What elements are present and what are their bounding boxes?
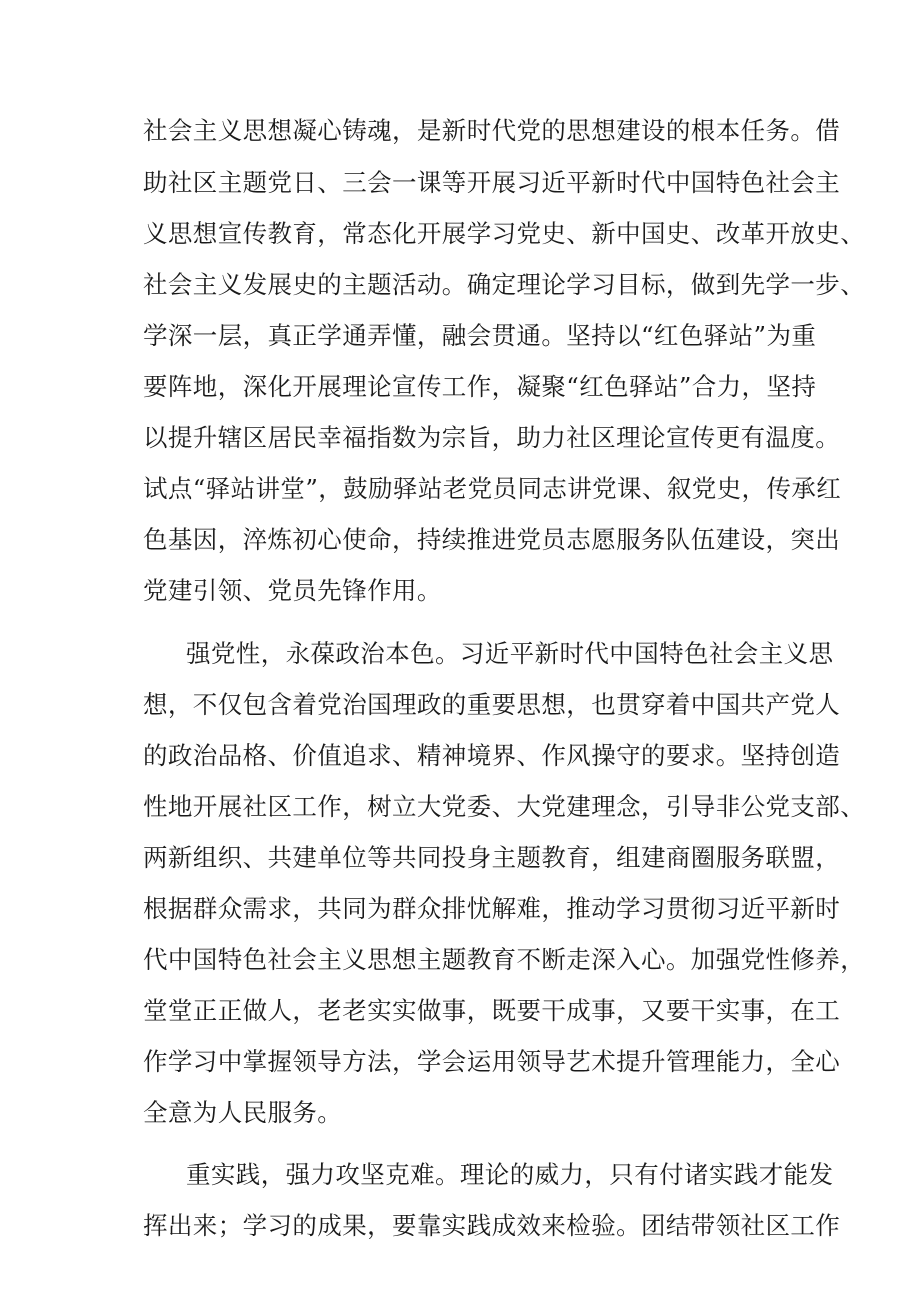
text-line: 作学习中掌握领导方法，学会运用领导艺术提升管理能力，全心 [143,1047,841,1076]
text-line: 社会主义思想凝心铸魂，是新时代党的思想建设的根本任务。借 [143,116,841,145]
paragraph-first-line: 重实践，强力攻坚克难。理论的威力，只有付诸实践才能发 [186,1160,834,1189]
text-line: 挥出来；学习的成果，要靠实践成效来检验。团结带领社区工作 [143,1211,841,1240]
text-line: 堂堂正正做人，老老实实做事，既要干成事，又要干实事，在工 [143,996,841,1025]
text-line: 的政治品格、价值追求、精神境界、作风操守的要求。坚持创造 [143,741,841,770]
text-line: 试点“驿站讲堂”，鼓励驿站老党员同志讲党课、叙党史，传承红 [143,474,842,503]
text-line: 义思想宣传教育，常态化开展学习党史、新中国史、改革开放史、 [143,219,866,248]
text-line: 两新组织、共建单位等共同投身主题教育，组建商圈服务联盟， [143,843,841,872]
text-line: 色基因，淬炼初心使命，持续推进党员志愿服务队伍建设，突出 [143,525,841,554]
text-line: 全意为人民服务。 [143,1098,343,1127]
text-line: 以提升辖区居民幸福指数为宗旨，助力社区理论宣传更有温度。 [143,423,841,452]
text-line: 社会主义发展史的主题活动。确定理论学习目标，做到先学一步、 [143,270,866,299]
text-line: 党建引领、党员先锋作用。 [143,576,442,605]
text-line: 想，不仅包含着党治国理政的重要思想，也贯穿着中国共产党人 [143,690,841,719]
text-line: 学深一层，真正学通弄懂，融会贯通。坚持以“红色驿站”为重 [143,321,817,350]
text-line: 代中国特色社会主义思想主题教育不断走深入心。加强党性修养， [143,945,866,974]
paragraph-first-line: 强党性，永葆政治本色。习近平新时代中国特色社会主义思 [186,639,834,668]
text-line: 要阵地，深化开展理论宣传工作，凝聚“红色驿站”合力，坚持 [143,372,817,401]
text-line: 性地开展社区工作，树立大党委、大党建理念，引导非公党支部、 [143,792,866,821]
text-line: 助社区主题党日、三会一课等开展习近平新时代中国特色社会主 [143,168,841,197]
text-line: 根据群众需求，共同为群众排忧解难，推动学习贯彻习近平新时 [143,894,841,923]
